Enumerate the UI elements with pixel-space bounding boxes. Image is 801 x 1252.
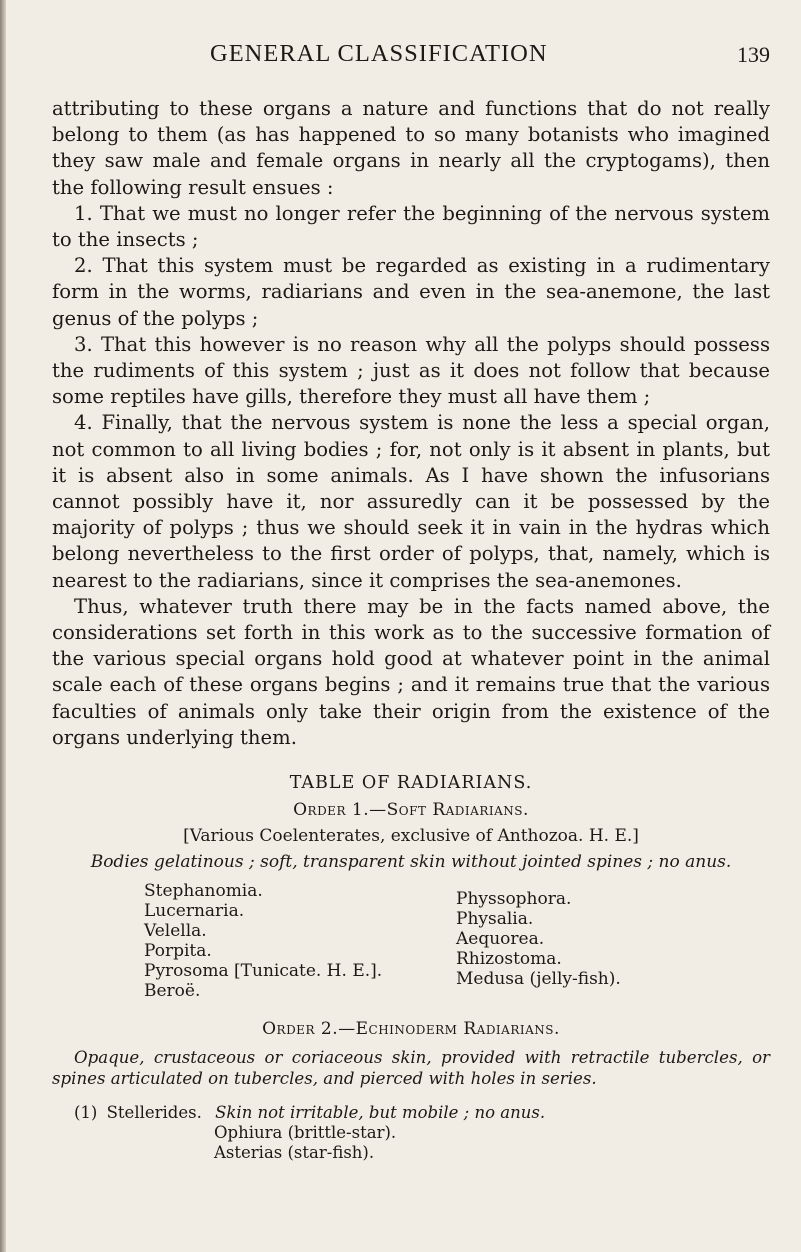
order-2-description: Opaque, crustaceous or coriaceous skin, provided with retractile tubercles, or spines articulated on tubercles, and pierced with holes in series. bbox=[52, 1048, 770, 1089]
species-item: Aequorea. bbox=[456, 929, 545, 950]
group-description: Skin not irritable, but mobile ; no anus. bbox=[215, 1103, 546, 1123]
example-item: Ophiura (brittle-star). bbox=[214, 1123, 397, 1143]
page-binding-edge bbox=[0, 0, 6, 1252]
species-column-right bbox=[456, 881, 621, 1001]
group-number: (1) bbox=[74, 1103, 98, 1123]
paragraph: 1. That we must no longer refer the beginning of the nervous system to the insects ; bbox=[52, 201, 770, 252]
species-column-left bbox=[144, 881, 444, 1001]
paragraph: Thus, whatever truth there may be in the facts named above, the considerations set forth in this work as to the successive formation of the various special organs hold good at whatever point in the animal scale each of these organs begins ; and it remains true that the various faculties of animals only take their origin from the existence of the organs underlying them. bbox=[52, 594, 770, 749]
body-text bbox=[52, 96, 770, 751]
species-item: Rhizostoma. bbox=[456, 949, 562, 970]
order-1-note: [Various Coelenterates, exclusive of Anthozoa. H. E.] bbox=[183, 826, 639, 847]
paragraph: attributing to these organs a nature and functions that do not really belong to them (as has happened to so many botanists who imagined they saw male and female organs in nearly all the cryptogams), then the following result ensues : bbox=[52, 97, 770, 199]
running-head: GENERAL CLASSIFICATION bbox=[210, 40, 548, 67]
paragraph: 2. That this system must be regarded as existing in a rudimentary form in the worms, radiarians and even in the sea-anemone, the last genus of the polyps ; bbox=[52, 254, 770, 330]
species-item: Porpita. bbox=[144, 941, 212, 962]
species-item: Velella. bbox=[144, 921, 207, 942]
species-item: Physalia. bbox=[456, 909, 534, 930]
group-stellerides bbox=[52, 1103, 770, 1163]
group-name: Stellerides. bbox=[106, 1103, 202, 1123]
species-item: Beroë. bbox=[144, 981, 201, 1002]
group-heading bbox=[52, 1103, 770, 1123]
order-1-species bbox=[52, 881, 770, 1001]
order-1-description: Bodies gelatinous ; soft, transparent skin without jointed spines ; no anus. bbox=[90, 852, 732, 873]
table-title: TABLE OF RADIARIANS. bbox=[289, 773, 533, 794]
species-item: Lucernaria. bbox=[144, 901, 245, 922]
species-item: Medusa (jelly-fish). bbox=[456, 969, 621, 990]
species-item: Stephanomia. bbox=[144, 881, 263, 902]
order-1-title: Order 1.—Soft Radiarians. bbox=[293, 800, 529, 821]
paragraph: 3. That this however is no reason why all the polyps should possess the rudiments of this system ; just as it does not follow that because some reptiles have gills, therefore they must all have them ; bbox=[52, 332, 770, 409]
page-number: 139 bbox=[737, 42, 770, 67]
species-item: Pyrosoma [Tunicate. H. E.]. bbox=[144, 961, 383, 982]
paragraph: 4. Finally, that the nervous system is none the less a special organ, not common to all living bodies ; for, not only is it absent in plants, but it is absent also in some animals. As I have shown the infusorians cannot possibly have it, nor assuredly can it be possessed by the majority of polyps ; thus we should seek it in vain in the hydras which belong nevertheless to the first order of polyps, that, namely, which is nearest to the radiarians, since it comprises the sea-anemones. bbox=[52, 411, 770, 592]
example-item: Asterias (star-fish). bbox=[214, 1143, 375, 1163]
species-item: Physsophora. bbox=[456, 889, 572, 910]
order-2-title: Order 2.—Echinoderm Radiarians. bbox=[262, 1019, 560, 1040]
page-header bbox=[52, 40, 770, 80]
book-page bbox=[52, 40, 770, 1163]
group-examples bbox=[52, 1123, 770, 1163]
